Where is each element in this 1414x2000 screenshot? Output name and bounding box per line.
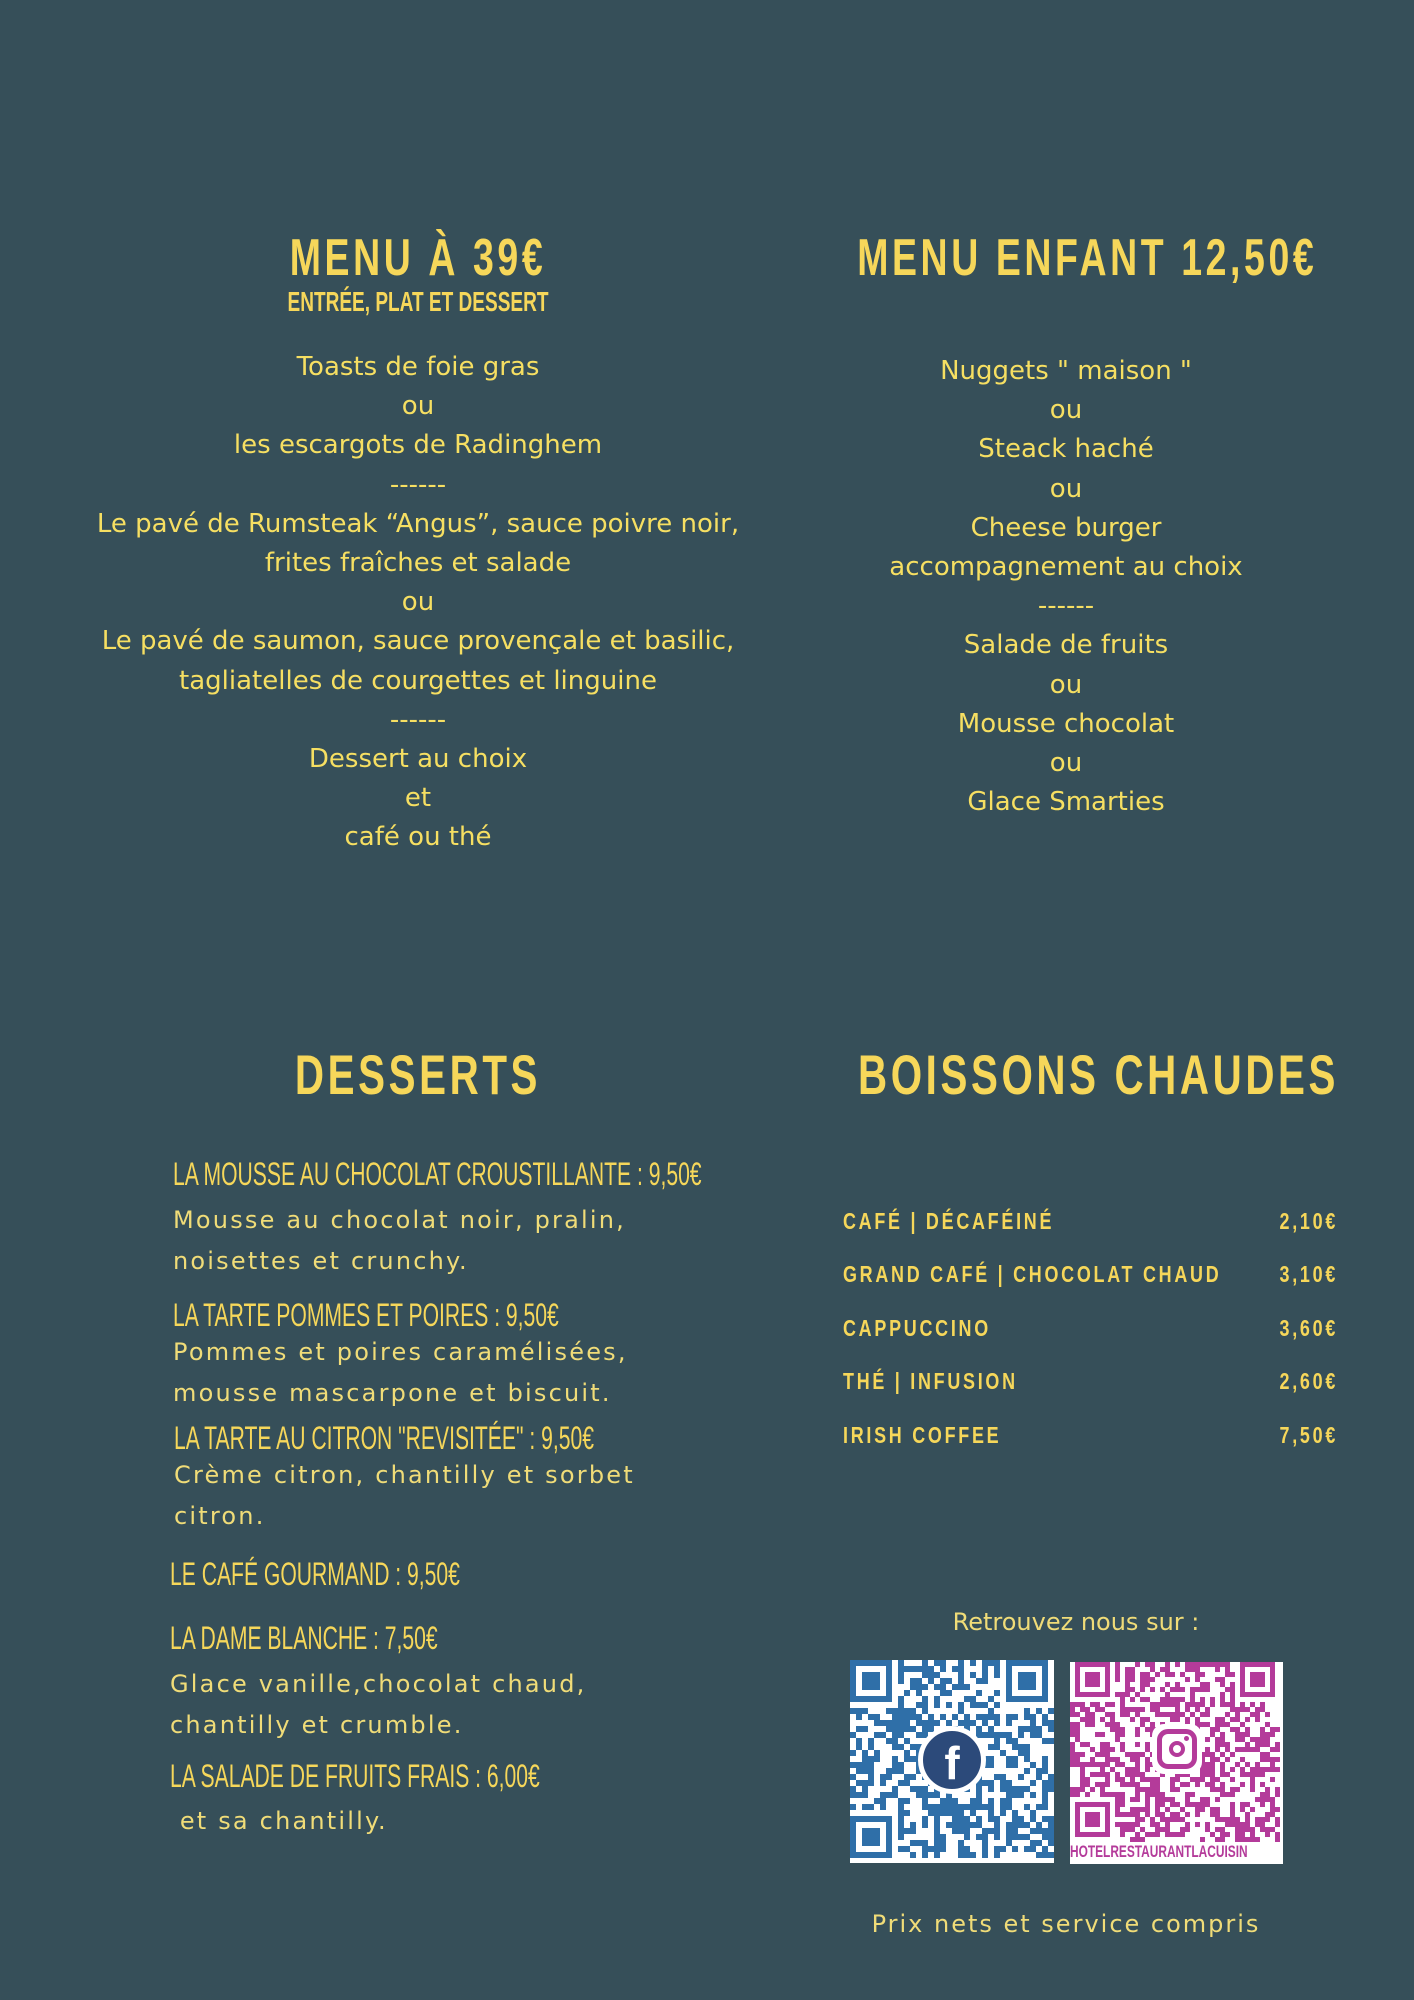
menu-39-title: MENU À 39€ bbox=[289, 229, 547, 287]
menu-enfant-line: Glace Smarties bbox=[967, 787, 1165, 818]
menu-enfant-line: ou bbox=[1049, 395, 1083, 426]
dessert-description bbox=[170, 1664, 586, 1746]
menu-39-section bbox=[60, 228, 776, 858]
drink-row bbox=[843, 1422, 1338, 1452]
menu-enfant-line: ou bbox=[1049, 473, 1083, 504]
menu-enfant-line: Salade de fruits bbox=[963, 630, 1169, 661]
drink-name: IRISH COFFEE bbox=[843, 1422, 1002, 1448]
follow-us-label: Retrouvez nous sur : bbox=[952, 1608, 1200, 1636]
menu-enfant-line: Mousse chocolat bbox=[957, 708, 1175, 739]
drink-row bbox=[843, 1368, 1338, 1398]
menu-enfant-line: Cheese burger bbox=[970, 512, 1162, 543]
drink-price: 3,10€ bbox=[1279, 1261, 1338, 1287]
menu-39-line: Dessert au choix bbox=[308, 744, 528, 775]
dessert-description-line: citron. bbox=[174, 1502, 266, 1530]
drink-row bbox=[843, 1315, 1338, 1345]
dessert-description-line: Mousse au chocolat noir, pralin, bbox=[173, 1206, 627, 1234]
dessert-heading: LA SALADE DE FRUITS FRAIS : 6,00€ bbox=[170, 1758, 540, 1794]
footer-note: Prix nets et service compris bbox=[871, 1910, 1261, 1938]
dessert-description-line: Pommes et poires caramélisées, bbox=[173, 1338, 628, 1366]
instagram-qr-code[interactable] bbox=[1070, 1662, 1283, 1864]
dessert-heading: LE CAFÉ GOURMAND : 9,50€ bbox=[170, 1556, 460, 1592]
desserts-title: DESSERTS bbox=[294, 1043, 542, 1106]
dessert-description-line: et sa chantilly. bbox=[170, 1807, 388, 1835]
menu-enfant-title: MENU ENFANT 12,50€ bbox=[857, 229, 1318, 287]
drink-price: 7,50€ bbox=[1279, 1422, 1338, 1448]
menu-39-line: les escargots de Radinghem bbox=[233, 430, 603, 461]
drink-name: THÉ | INFUSION bbox=[843, 1368, 1018, 1394]
drink-name: CAPPUCCINO bbox=[843, 1315, 991, 1341]
menu-39-line: ou bbox=[401, 391, 435, 422]
menu-39-subtitle: ENTRÉE, PLAT ET DESSERT bbox=[287, 286, 549, 317]
menu-39-line: tagliatelles de courgettes et linguine bbox=[179, 665, 657, 696]
menu-39-line: café ou thé bbox=[344, 822, 492, 853]
drink-name: CAFÉ | DÉCAFÉINÉ bbox=[843, 1208, 1055, 1234]
drink-row bbox=[843, 1261, 1338, 1291]
dessert-description bbox=[173, 1200, 626, 1282]
dessert-description bbox=[174, 1455, 635, 1537]
drink-price: 2,60€ bbox=[1279, 1368, 1338, 1394]
menu-enfant-line: ou bbox=[1049, 748, 1083, 779]
menu-39-line: ------ bbox=[389, 469, 447, 500]
menu-39-line: frites fraîches et salade bbox=[264, 548, 572, 579]
menu-enfant-line: ------ bbox=[1037, 591, 1095, 622]
dessert-description bbox=[170, 1801, 388, 1842]
menu-enfant-lines bbox=[776, 352, 1356, 822]
menu-39-line: Le pavé de Rumsteak “Angus”, sauce poivre noir, bbox=[96, 508, 740, 539]
menu-39-line: Toasts de foie gras bbox=[296, 352, 540, 382]
facebook-icon: f bbox=[918, 1726, 986, 1794]
dessert-heading: LA MOUSSE AU CHOCOLAT CROUSTILLANTE : 9,50€ bbox=[173, 1156, 702, 1192]
menu-39-line: Le pavé de saumon, sauce provençale et basilic, bbox=[101, 626, 735, 657]
menu-enfant-section bbox=[776, 228, 1356, 822]
dessert-description-line: chantilly et crumble. bbox=[170, 1711, 464, 1739]
drink-row bbox=[843, 1208, 1338, 1238]
boissons-title: BOISSONS CHAUDES bbox=[858, 1043, 1340, 1106]
drink-name: GRAND CAFÉ | CHOCOLAT CHAUD bbox=[843, 1261, 1222, 1287]
dessert-description-line: Glace vanille,chocolat chaud, bbox=[170, 1670, 587, 1698]
drink-price: 3,60€ bbox=[1279, 1315, 1338, 1341]
menu-enfant-line: Steack haché bbox=[978, 434, 1154, 465]
drink-price: 2,10€ bbox=[1279, 1208, 1338, 1234]
menu-enfant-line: ou bbox=[1049, 669, 1083, 700]
facebook-qr-code[interactable] bbox=[850, 1660, 1054, 1863]
dessert-description-line: mousse mascarpone et biscuit. bbox=[173, 1379, 612, 1407]
menu-39-lines bbox=[60, 348, 776, 858]
menu-39-line: et bbox=[404, 783, 432, 814]
dessert-description bbox=[173, 1332, 628, 1414]
dessert-description-line: Crème citron, chantilly et sorbet bbox=[174, 1461, 635, 1489]
menu-39-line: ou bbox=[401, 587, 435, 618]
dessert-description-line: noisettes et crunchy. bbox=[173, 1247, 469, 1275]
menu-enfant-line: Nuggets " maison " bbox=[940, 356, 1192, 386]
menu-enfant-line: accompagnement au choix bbox=[889, 552, 1243, 583]
dessert-heading: LA TARTE AU CITRON "REVISITÉE" : 9,50€ bbox=[174, 1420, 594, 1456]
instagram-handle: HOTELRESTAURANTLACUISIN bbox=[1070, 1842, 1248, 1861]
dessert-heading: LA DAME BLANCHE : 7,50€ bbox=[170, 1620, 438, 1656]
menu-39-line: ------ bbox=[389, 704, 447, 735]
dessert-heading: LA TARTE POMMES ET POIRES : 9,50€ bbox=[173, 1297, 559, 1333]
instagram-icon bbox=[1152, 1724, 1202, 1774]
